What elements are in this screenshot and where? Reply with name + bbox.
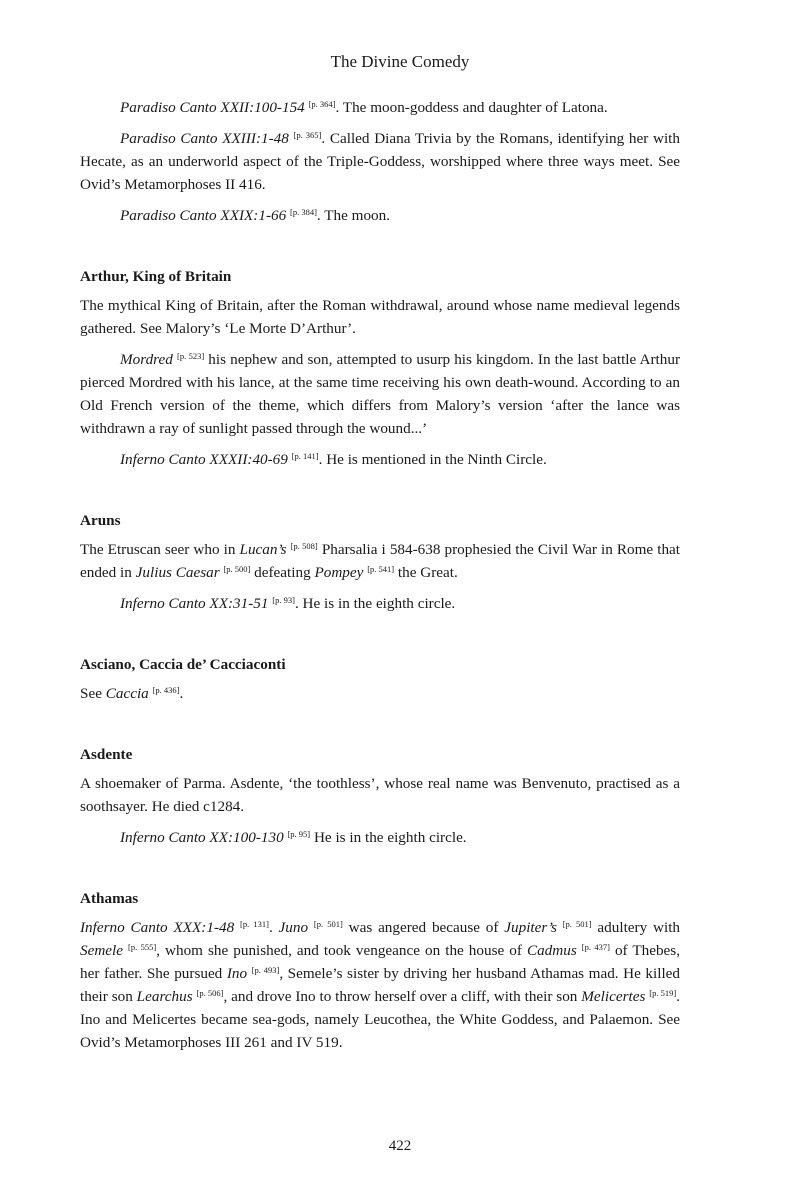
arthur-ref: Inferno Canto XXXII:40-69 [p. 141]. He is mentioned in the Ninth Circle.	[120, 451, 547, 468]
page-ref: [p. 95]	[287, 829, 311, 839]
entry-link[interactable]: Pompey	[314, 564, 364, 581]
diana-ref-3: Paradiso Canto XXIX:1-66 [p. 384]. The moon.	[120, 207, 391, 224]
page-ref: [p. 437]	[581, 942, 610, 952]
entry-link[interactable]: Lucan’s	[239, 541, 287, 558]
entry-link[interactable]: Cadmus	[526, 942, 577, 959]
entry-link[interactable]: Learchus	[136, 988, 193, 1005]
asdente-ref: Inferno Canto XX:100-130 [p. 95] He is in the eighth circle.	[120, 829, 467, 846]
entry-heading-arthur: Arthur, King of Britain	[80, 268, 232, 285]
page-ref: [p. 500]	[223, 564, 251, 574]
page-ref: [p. 364]	[308, 99, 336, 109]
canto-link[interactable]: Paradiso Canto XXIII:1-48	[120, 130, 289, 147]
asdente-body: A shoemaker of Parma. Asdente, ‘the toothless’, whose real name was Benvenuto, practised as a soothsayer. He died c1284.	[80, 775, 680, 815]
canto-link[interactable]: Inferno Canto XXXII:40-69	[120, 451, 288, 468]
page-ref: [p. 508]	[290, 541, 318, 551]
page-ref: [p. 141]	[291, 451, 319, 461]
arthur-mordred: Mordred [p. 523] his nephew and son, attempted to usurp his kingdom. In the last battle Arthur pierced Mordred with his lance, at the same time receiving his own death-wound. According to an Old French version of the theme, which differs from Malory’s version ‘after the lance was withdrawn a ray of sunlight passed through the wound...’	[80, 351, 680, 437]
aruns-ref: Inferno Canto XX:31-51 [p. 93]. He is in the eighth circle.	[120, 595, 456, 612]
entry-link[interactable]: Caccia	[105, 685, 149, 702]
entry-link[interactable]: Juno	[278, 919, 309, 936]
athamas-body: Inferno Canto XXX:1-48 [p. 131]. Juno [p. 501] was angered because of Jupiter’s [p. 501] adultery with Semele [p. 555], whom she punished, and took vengeance on the house of Cadmus [p. 437] of Thebes, her father. She pursued Ino [p. 493], Semele’s sister by driving her husband Athamas mad. He killed their son Learchus [p. 506], and drove Ino to throw herself over a cliff, with their son Melicertes [p. 519]. Ino and Melicertes became sea-gods, namely Leucothea, the White Goddess, and Palaemon. See Ovid’s Metamorphoses III 261 and IV 519.	[80, 919, 681, 1051]
entry-link[interactable]: Melicertes	[581, 988, 646, 1005]
entry-link[interactable]: Jupiter’s	[504, 919, 557, 936]
aruns-body: The Etruscan seer who in Lucan’s [p. 508] Pharsalia i 584-638 prophesied the Civil War in Rome that ended in Julius Caesar [p. 500] defeating Pompey [p. 541] the Great.	[80, 541, 681, 581]
page-content	[80, 96, 680, 1054]
page-ref: [p. 555]	[128, 942, 157, 952]
page-ref: [p. 93]	[272, 595, 295, 605]
asciano-body: See Caccia [p. 436].	[80, 685, 184, 702]
page-ref: [p. 365]	[293, 130, 322, 140]
entry-link[interactable]: Ino	[226, 965, 248, 982]
page-ref: [p. 501]	[562, 919, 592, 929]
entry-link[interactable]: Julius Caesar	[135, 564, 220, 581]
page-ref: [p. 436]	[152, 685, 180, 695]
page-ref: [p. 384]	[290, 207, 317, 217]
entry-link[interactable]: Semele	[80, 942, 124, 959]
canto-link[interactable]: Inferno Canto XX:100-130	[120, 829, 284, 846]
page-ref: [p. 506]	[196, 988, 224, 998]
diana-ref-1: Paradiso Canto XXII:100-154 [p. 364]. The moon-goddess and daughter of Latona.	[120, 99, 608, 116]
running-head: The Divine Comedy	[330, 52, 470, 71]
page-ref: [p. 501]	[313, 919, 343, 929]
entry-heading-asciano: Asciano, Caccia de’ Cacciaconti	[80, 656, 286, 673]
entry-heading-asdente: Asdente	[80, 746, 133, 763]
arthur-body: The mythical King of Britain, after the Roman withdrawal, around whose name medieval legends gathered. See Malory’s ‘Le Morte D’Arthur’.	[80, 297, 680, 337]
canto-link[interactable]: Inferno Canto XXX:1-48	[80, 919, 235, 936]
page-ref: [p. 519]	[649, 988, 677, 998]
entry-heading-athamas: Athamas	[80, 890, 139, 907]
canto-link[interactable]: Inferno Canto XX:31-51	[120, 595, 269, 612]
entry-link[interactable]: Mordred	[120, 351, 173, 368]
page-ref: [p. 131]	[240, 919, 269, 929]
canto-link[interactable]: Paradiso Canto XXII:100-154	[120, 99, 305, 116]
page-number: 422	[388, 1138, 412, 1154]
page-ref: [p. 541]	[367, 564, 395, 574]
page-ref: [p. 493]	[251, 965, 280, 975]
entry-heading-aruns: Aruns	[80, 512, 121, 529]
page-ref: [p. 523]	[176, 351, 205, 361]
canto-link[interactable]: Paradiso Canto XXIX:1-66	[120, 207, 287, 224]
diana-ref-2: Paradiso Canto XXIII:1-48 [p. 365]. Called Diana Trivia by the Romans, identifying her with Hecate, as an underworld aspect of the Triple-Goddess, worshipped where three ways meet. See Ovid’s Metamorphoses II 416.	[80, 130, 680, 193]
